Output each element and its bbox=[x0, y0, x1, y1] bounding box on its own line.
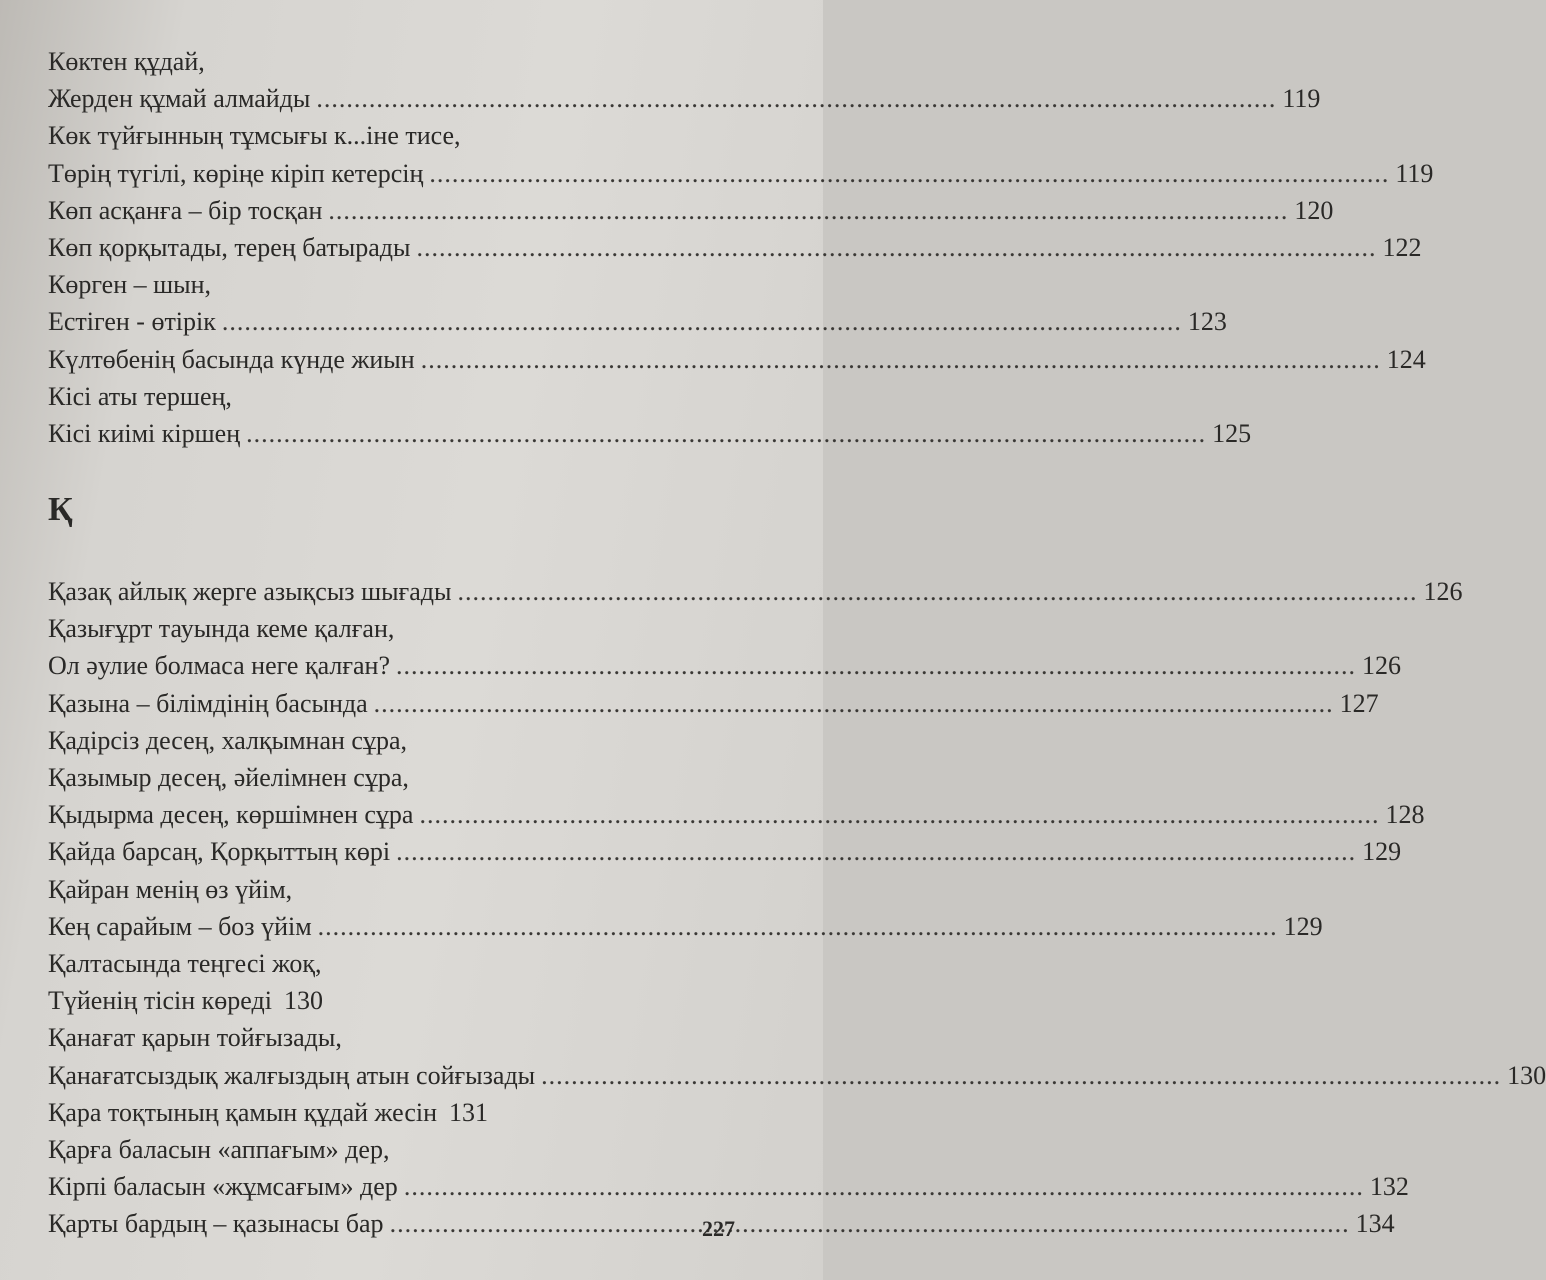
index-entry bbox=[48, 797, 1425, 833]
entry-text: Көп асқанға – бір тосқан bbox=[48, 195, 323, 225]
entry-text: Қарға баласын «аппағым» дер, bbox=[48, 1135, 390, 1164]
index-entry bbox=[48, 760, 409, 796]
entry-text: Қайда барсаң, Қорқыттың көрі bbox=[48, 837, 391, 867]
index-entry bbox=[48, 118, 461, 154]
index-entry bbox=[48, 611, 394, 647]
entry-page-number: 120 bbox=[1294, 195, 1334, 225]
entry-text: Кең сарайым – боз үйім bbox=[48, 911, 312, 941]
entry-text: Қазығұрт тауында кеме қалған, bbox=[48, 614, 395, 644]
entry-text: Күлтөбенің басында күнде жиын bbox=[48, 344, 415, 374]
entry-page-number: 119 bbox=[1395, 158, 1434, 188]
entry-text: Қадірсіз десең, халқымнан сұра, bbox=[48, 725, 407, 755]
leader-dots bbox=[419, 797, 1379, 833]
entry-page-number: 132 bbox=[1369, 1172, 1409, 1202]
leader-dots bbox=[318, 909, 1278, 945]
entry-page-number: 130 bbox=[1507, 1060, 1546, 1090]
leader-dots bbox=[541, 1058, 1501, 1094]
leader-dots bbox=[396, 834, 1356, 870]
entry-page-number: 126 bbox=[1423, 577, 1463, 606]
page-number: 227 bbox=[702, 1216, 735, 1241]
leader-dots bbox=[390, 1206, 1350, 1242]
entry-text: Қазына – білімдінің басында bbox=[48, 688, 368, 718]
entry-text: Қарты бардың – қазынасы бар bbox=[48, 1209, 384, 1239]
entry-page-number: 130 bbox=[283, 986, 323, 1016]
entry-page-number: 124 bbox=[1386, 344, 1426, 374]
entry-text: Көрген – шын, bbox=[48, 270, 212, 300]
entry-page-number: 119 bbox=[1282, 84, 1321, 114]
index-entry bbox=[48, 872, 292, 908]
entry-page-number: 125 bbox=[1212, 419, 1252, 448]
leader-dots bbox=[416, 230, 1376, 266]
index-entry bbox=[48, 648, 1401, 684]
index-entry bbox=[48, 193, 1334, 229]
section-letter-heading: Қ bbox=[48, 491, 73, 528]
entry-text: Кісі аты тершең, bbox=[48, 381, 232, 411]
entry-page-number: 122 bbox=[1382, 233, 1422, 262]
entry-page-number: 131 bbox=[449, 1097, 489, 1127]
leader-dots bbox=[222, 304, 1182, 340]
index-entry bbox=[48, 1169, 1409, 1205]
index-entry bbox=[48, 267, 211, 303]
entry-text: Кірпі баласын «жұмсағым» дер bbox=[48, 1172, 398, 1202]
entry-text: Көк түйғынның тұмсығы к...іне тисе, bbox=[48, 121, 461, 151]
index-entry bbox=[48, 1058, 1546, 1094]
entry-text: Жерден құмай алмайды bbox=[48, 84, 311, 114]
entry-text: Ол әулие болмаса неге қалған? bbox=[48, 651, 390, 681]
leader-dots bbox=[374, 686, 1334, 722]
entry-text: Қара тоқтының қамын құдай жесін bbox=[48, 1097, 438, 1127]
index-entry bbox=[48, 909, 1323, 945]
index-entry bbox=[48, 416, 1252, 452]
entry-text: Көктен құдай, bbox=[48, 47, 205, 76]
leader-dots bbox=[421, 342, 1381, 378]
index-entry bbox=[48, 44, 205, 80]
index-entry bbox=[48, 723, 407, 759]
leader-dots bbox=[457, 574, 1417, 610]
entry-text: Қазымыр десең, әйелімнен сұра, bbox=[48, 763, 409, 792]
entry-text: Қанағат қарын тойғызады, bbox=[48, 1023, 342, 1053]
leader-dots bbox=[404, 1169, 1364, 1205]
entry-text: Кісі киімі кіршең bbox=[48, 419, 241, 448]
index-entry bbox=[48, 81, 1321, 117]
entry-text: Естіген - өтірік bbox=[48, 307, 216, 337]
index-entry bbox=[48, 379, 232, 415]
entry-page-number: 127 bbox=[1339, 688, 1379, 718]
leader-dots bbox=[328, 193, 1288, 229]
entry-text: Төрің түгілі, көріңе кіріп кетерсің bbox=[48, 158, 424, 188]
index-entry bbox=[48, 834, 1402, 870]
leader-dots bbox=[316, 81, 1276, 117]
entry-page-number: 129 bbox=[1283, 911, 1323, 941]
entry-text: Қыдырма десең, көршімнен сұра bbox=[48, 800, 414, 830]
entry-text: Түйенің тісін көреді bbox=[48, 986, 272, 1016]
entry-text: Қалтасында теңгесі жоқ, bbox=[48, 949, 322, 978]
index-entry bbox=[48, 1132, 389, 1168]
index-entry bbox=[48, 342, 1426, 378]
index-entry bbox=[48, 156, 1434, 192]
entry-text: Қанағатсыздық жалғыздың атын сойғызады bbox=[48, 1060, 536, 1090]
index-entry bbox=[48, 304, 1227, 340]
entry-text: Көп қорқытады, терең батырады bbox=[48, 233, 411, 262]
entry-text: Қайран менің өз үйім, bbox=[48, 874, 293, 904]
entry-page-number: 126 bbox=[1362, 651, 1401, 681]
entry-page-number: 123 bbox=[1187, 307, 1227, 337]
leader-dots bbox=[396, 648, 1356, 684]
entry-text: Қазақ айлық жерге азықсыз шығады bbox=[48, 577, 452, 606]
index-entry bbox=[48, 1020, 342, 1056]
entry-page-number: 134 bbox=[1355, 1209, 1395, 1239]
index-entry bbox=[48, 230, 1422, 266]
entry-page-number: 128 bbox=[1385, 800, 1425, 830]
leader-dots bbox=[246, 416, 1206, 452]
index-entry bbox=[48, 946, 322, 982]
index-entry bbox=[48, 574, 1463, 610]
entry-page-number: 129 bbox=[1362, 837, 1402, 867]
index-entry bbox=[48, 686, 1379, 722]
leader-dots bbox=[429, 156, 1389, 192]
